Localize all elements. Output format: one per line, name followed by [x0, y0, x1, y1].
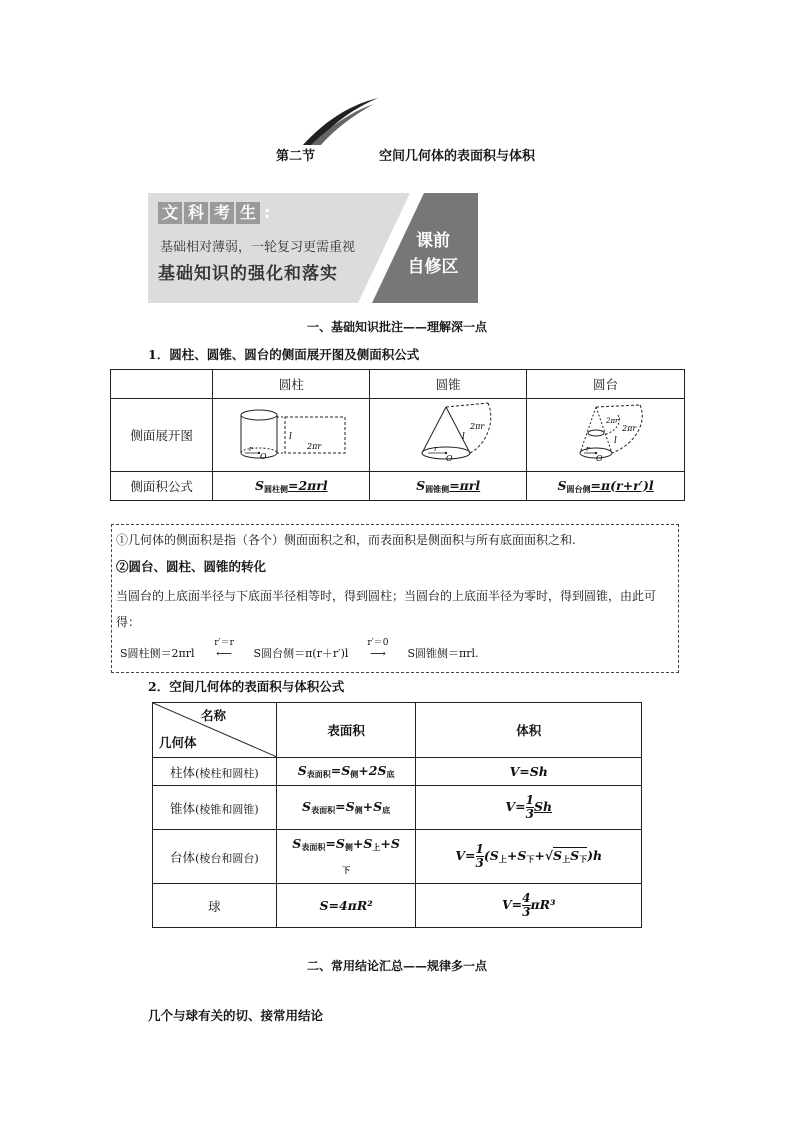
f: S — [553, 848, 563, 863]
note-line1: ①几何体的侧面积是指（各个）侧面面积之和，而表面积是侧面积与所有底面面积之和. — [116, 533, 576, 547]
section-title-text: 空间几何体的表面积与体积 — [379, 149, 536, 164]
f: S — [517, 848, 527, 863]
table-row — [111, 370, 685, 399]
formula-eq: =π(r+r′)l — [590, 477, 654, 493]
solid-note: (棱柱和圆柱) — [195, 766, 259, 780]
f: 上 — [562, 854, 571, 864]
volume-formula-cell — [416, 786, 642, 830]
frustum-net-diagram — [536, 401, 676, 467]
f: = — [330, 763, 342, 778]
banner-side-line1: 课前 — [416, 231, 450, 251]
f: S — [363, 835, 373, 851]
frustum-2pir-label: 2πr — [621, 423, 636, 433]
volume-formula-cell: V= $\frac{1}{3}$ $(S_上+S_下+√S_上S_下)h$ — [416, 830, 642, 884]
frustum-l-label: l — [613, 435, 617, 446]
frac-den: 3 — [525, 807, 534, 821]
f: + — [380, 835, 391, 851]
f: h — [593, 848, 603, 863]
banner-tag-char: 文 — [158, 202, 182, 224]
f: + — [362, 799, 374, 814]
surface-formula-cell — [276, 758, 416, 786]
f: 表面积 — [301, 841, 326, 852]
cylinder-2pir-label: 2πr — [307, 441, 322, 451]
f: + — [352, 835, 364, 851]
f: S — [489, 848, 499, 863]
frac-num: 1 — [475, 842, 484, 856]
banner-tag-char: 科 — [184, 202, 208, 224]
frustum-formula — [527, 472, 685, 501]
f: S — [302, 799, 312, 814]
section-label: 第二节 — [276, 149, 316, 164]
f: S — [341, 763, 351, 778]
f: 侧 — [350, 769, 359, 779]
f: S — [390, 835, 400, 851]
frac-num: 1 — [525, 793, 534, 807]
row-label: 侧面积公式 — [111, 472, 213, 501]
f: 表面积 — [311, 805, 336, 815]
banner-side-label — [398, 228, 468, 280]
left-arrow-icon: ⟵ — [216, 647, 232, 660]
frac-den: 3 — [475, 856, 484, 870]
table-header-cell: 圆台 — [527, 370, 685, 399]
solid-name: 柱体 — [170, 764, 196, 780]
f: = — [465, 848, 476, 863]
table-row — [153, 703, 642, 758]
f: + — [358, 763, 369, 778]
frustum-net-figure — [527, 399, 685, 472]
solid-note: (棱锥和圆锥) — [195, 802, 259, 816]
f: S — [345, 799, 355, 814]
banner-tag — [158, 202, 270, 224]
f: S — [570, 848, 580, 863]
volume-formula-cell: V=Sh — [416, 758, 642, 786]
cone-l-label: l — [462, 431, 466, 442]
solid-name-cell — [153, 758, 277, 786]
banner-subtitle: 基础相对薄弱，一轮复习更需重视 — [160, 240, 356, 255]
frac-den: 3 — [522, 905, 531, 919]
solid-note: (棱台和圆台) — [195, 851, 259, 865]
f: + — [506, 848, 518, 863]
note-formula-right: S圆锥侧＝πrl. — [407, 647, 479, 660]
surface-volume-table — [152, 702, 642, 928]
fraction — [526, 794, 534, 821]
f: S — [335, 835, 345, 851]
f: 下 — [342, 864, 351, 875]
cone-r-label: r — [434, 444, 438, 453]
note-line2: ②圆台、圆柱、圆锥的转化 — [116, 559, 267, 574]
solid-name: 台体 — [170, 849, 196, 865]
cylinder-formula — [213, 472, 370, 501]
f: V — [501, 897, 512, 912]
f: 表面积 — [306, 769, 331, 779]
f: πR³ — [530, 897, 556, 912]
section-title — [276, 145, 535, 164]
f: 侧 — [354, 805, 363, 815]
table-row — [153, 786, 642, 830]
note-arrow1-label: r′＝r — [214, 638, 234, 648]
solid-name-cell — [153, 884, 277, 928]
table-header-cell: 圆柱 — [213, 370, 370, 399]
formula-S: S — [254, 477, 264, 493]
f: 侧 — [344, 841, 353, 852]
frustum-O-label: O — [595, 453, 603, 463]
banner-tag-char: 生 — [236, 202, 260, 224]
f: 2 — [368, 763, 378, 778]
note-formula-left: S圆柱侧＝2πrl — [120, 647, 195, 660]
table-row — [111, 472, 685, 501]
f: 下 — [526, 854, 535, 864]
f: S — [373, 799, 383, 814]
formula-sub: 圆台侧 — [566, 483, 591, 494]
solid-name: 锥体 — [170, 800, 196, 816]
table-row — [153, 830, 642, 884]
frustum-2pir-prime-label: 2πr' — [605, 416, 620, 425]
fraction — [522, 892, 530, 919]
formula-sub: 圆柱侧 — [263, 483, 288, 494]
f: 上 — [498, 854, 507, 864]
note-formula-mid: S圆台侧＝π(r＋r′)l — [253, 647, 349, 660]
sqrt-icon: √ — [544, 848, 554, 863]
lateral-area-table — [110, 369, 685, 501]
table-row — [153, 758, 642, 786]
row-label: 侧面展开图 — [111, 399, 213, 472]
f: S — [292, 835, 302, 851]
f: + — [534, 848, 545, 863]
sqrt-content — [553, 847, 587, 863]
note-formula-chain — [120, 638, 479, 661]
surface-formula-cell: S=4πR² — [276, 884, 416, 928]
cylinder-l-label: l — [289, 431, 293, 442]
surface-formula-cell — [276, 830, 416, 884]
solid-name-cell — [153, 786, 277, 830]
banner-side-line2: 自修区 — [407, 257, 459, 277]
annotation-box — [111, 524, 679, 673]
banner-tag-char: 考 — [210, 202, 234, 224]
f: = — [515, 799, 526, 814]
f: S — [297, 763, 307, 778]
f: S — [377, 763, 387, 778]
formula-eq: =2πrl — [287, 477, 328, 493]
cylinder-net-diagram — [221, 403, 361, 465]
table-header-cell: 体积 — [416, 703, 642, 758]
cylinder-O-label: O — [260, 451, 267, 461]
part1-heading: 一、基础知识批注——理解深一点 — [306, 320, 487, 334]
formula-eq: =πrl — [449, 477, 481, 493]
f: 下 — [579, 854, 588, 864]
cone-net-diagram — [378, 401, 518, 467]
part2-heading: 二、常用结论汇总——规律多一点 — [306, 959, 487, 973]
formula-S: S — [416, 477, 426, 493]
note-line3: 当圆台的上底面半径与下底面半径相等时，得到圆柱；当圆台的上底面半径为零时，得到圆锥，由此可得： — [116, 589, 657, 629]
banner-tag-colon: : — [264, 203, 271, 222]
f: = — [325, 835, 336, 851]
item3-title: 几个与球有关的切、接常用结论 — [148, 1008, 324, 1023]
corner-bottom-label: 几何体 — [159, 735, 197, 750]
cone-2pir-label: 2πr — [470, 421, 485, 431]
f: 底 — [386, 769, 395, 779]
note-arrow2-label: r′＝0 — [367, 638, 389, 648]
cone-O-label: O — [446, 453, 453, 463]
f: V — [505, 799, 516, 814]
cylinder-net-figure — [213, 399, 370, 472]
table-row — [111, 399, 685, 472]
f: 底 — [382, 805, 391, 815]
frac-num: 4 — [522, 891, 531, 905]
table-header-cell — [111, 370, 213, 399]
right-arrow-icon: ⟶ — [370, 647, 386, 660]
f: 上 — [372, 841, 381, 852]
f: Sh — [533, 799, 553, 814]
cone-net-figure — [370, 399, 527, 472]
cone-formula — [370, 472, 527, 501]
solid-name: 球 — [208, 898, 221, 914]
f: = — [335, 799, 346, 814]
banner-title: 基础知识的强化和落实 — [158, 264, 338, 284]
section-banner — [148, 193, 478, 303]
table-header-cell: 圆锥 — [370, 370, 527, 399]
formula-sub: 圆锥侧 — [425, 483, 450, 494]
frustum-r-label: r — [585, 444, 589, 453]
surface-formula-cell — [276, 786, 416, 830]
table-header-cell: 表面积 — [276, 703, 416, 758]
solid-name-cell — [153, 830, 277, 884]
item1-title: 1．圆柱、圆锥、圆台的侧面展开图及侧面积公式 — [148, 347, 420, 362]
fraction — [476, 843, 484, 870]
f: V — [455, 848, 466, 863]
corner-header-cell — [153, 703, 277, 758]
formula-S: S — [557, 477, 567, 493]
corner-top-label: 名称 — [201, 708, 227, 723]
table-row — [153, 884, 642, 928]
item2-title: 2．空间几何体的表面积与体积公式 — [148, 679, 345, 694]
f: = — [511, 897, 523, 912]
cylinder-r-label: r — [249, 444, 253, 453]
section-logo-swoosh-icon — [300, 96, 380, 148]
volume-formula-cell — [416, 884, 642, 928]
